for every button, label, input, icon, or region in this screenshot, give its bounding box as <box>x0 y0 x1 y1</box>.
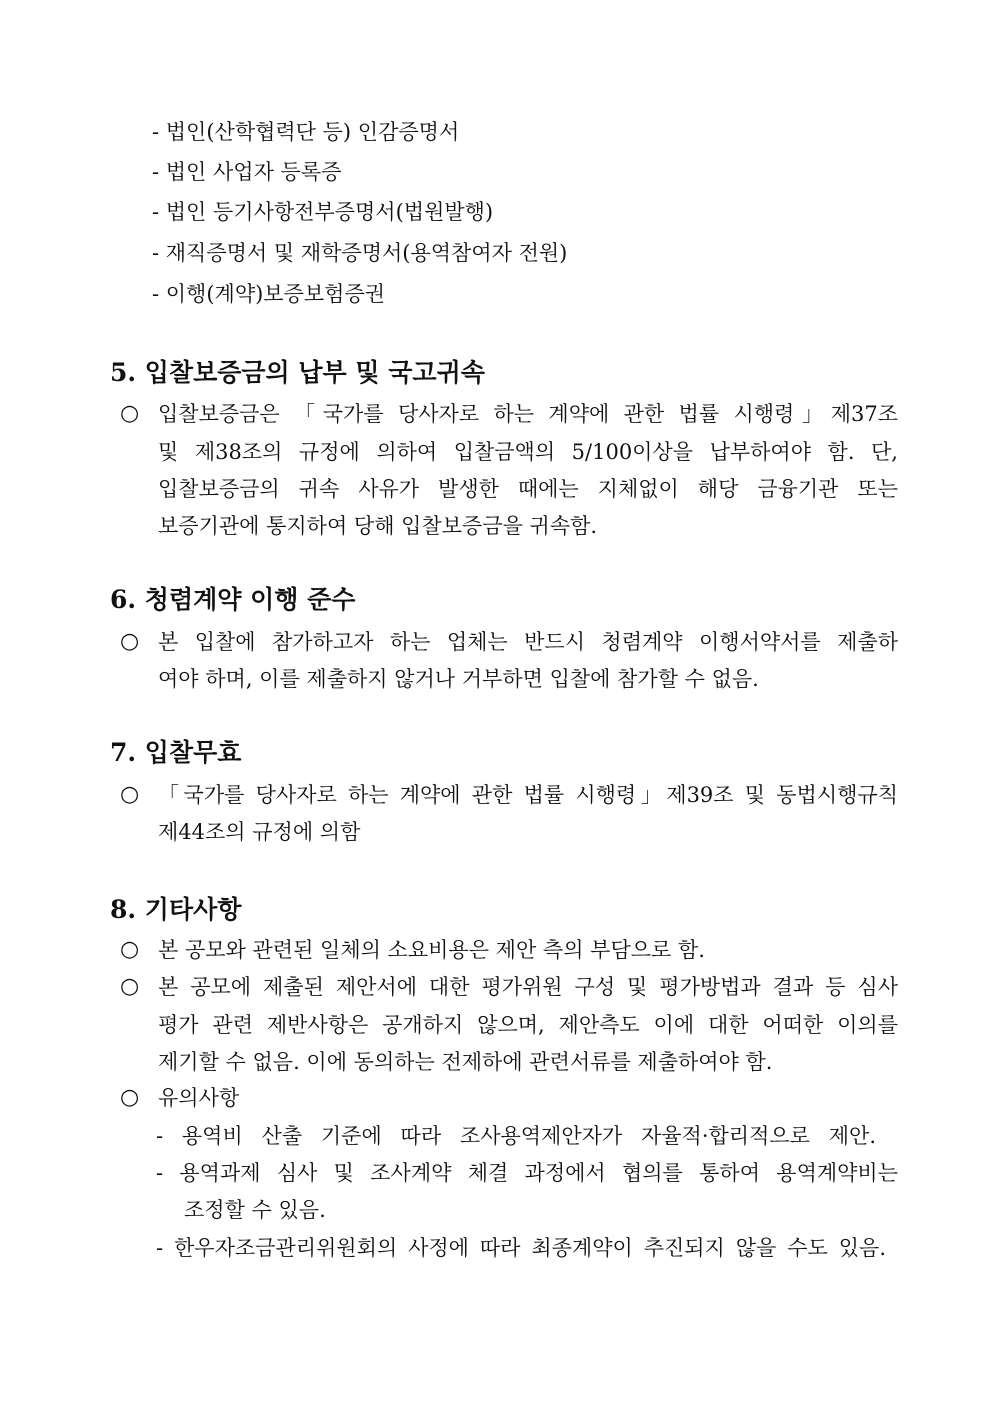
paragraph-line: 본 입찰에 참가하고자 하는 업체는 반드시 청렴계약 이행서약서를 제출하 <box>158 630 898 654</box>
paragraph-line: 입찰보증금의 귀속 사유가 발생한 때에는 지체없이 해당 금융기관 또는 <box>158 477 898 501</box>
paragraph-line: 본 공모와 관련된 일체의 소요비용은 제안 측의 부담으로 함. <box>158 938 705 962</box>
list-item: - 용역과제 심사 및 조사계약 체결 과정에서 협의를 통하여 용역계약비는 <box>156 1161 898 1185</box>
circle-bullet-icon: ○ <box>120 629 140 654</box>
circle-bullet-icon: ○ <box>120 401 140 426</box>
list-item: - 한우자조금관리위원회의 사정에 따라 최종계약이 추진되지 않을 수도 있음. <box>156 1236 886 1260</box>
list-item: - 이행(계약)보증보험증권 <box>152 282 386 306</box>
circle-bullet-icon: ○ <box>120 974 140 999</box>
paragraph-line: 입찰보증금은 「국가를 당사자로 하는 계약에 관한 법률 시행령」제37조 <box>158 402 898 426</box>
paragraph-line: 제기할 수 없음. 이에 동의하는 전제하에 관련서류를 제출하여야 함. <box>158 1050 773 1074</box>
list-item: - 재직증명서 및 재학증명서(용역참여자 전원) <box>152 241 568 265</box>
paragraph-line: 제44조의 규정에 의함 <box>158 820 361 844</box>
list-item: - 법인 등기사항전부증명서(법원발행) <box>152 200 494 224</box>
circle-bullet-icon: ○ <box>120 782 140 807</box>
section-heading-6: 6. 청렴계약 이행 준수 <box>110 585 356 614</box>
section-heading-8: 8. 기타사항 <box>110 895 242 924</box>
section-heading-7: 7. 입찰무효 <box>110 738 242 767</box>
list-item: - 용역비 산출 기준에 따라 조사용역제안자가 자율적·합리적으로 제안. <box>156 1124 876 1148</box>
paragraph-line: 보증기관에 통지하여 당해 입찰보증금을 귀속함. <box>158 514 598 538</box>
circle-bullet-icon: ○ <box>120 1085 140 1110</box>
list-item: - 법인 사업자 등록증 <box>152 160 342 184</box>
paragraph-line: 여야 하며, 이를 제출하지 않거나 거부하면 입찰에 참가할 수 없음. <box>158 667 759 691</box>
paragraph-line: 및 제38조의 규정에 의하여 입찰금액의 5/100이상을 납부하여야 함. 단, <box>158 440 898 464</box>
paragraph-line: 본 공모에 제출된 제안서에 대한 평가위원 구성 및 평가방법과 결과 등 심사 <box>158 975 898 999</box>
paragraph-line: 「국가를 당사자로 하는 계약에 관한 법률 시행령」제39조 및 동법시행규칙 <box>158 783 898 807</box>
list-item: 조정할 수 있음. <box>184 1198 326 1222</box>
list-item: - 법인(산학협력단 등) 인감증명서 <box>152 120 460 144</box>
paragraph-line: 유의사항 <box>158 1086 240 1110</box>
circle-bullet-icon: ○ <box>120 937 140 962</box>
section-heading-5: 5. 입찰보증금의 납부 및 국고귀속 <box>110 358 485 387</box>
paragraph-line: 평가 관련 제반사항은 공개하지 않으며, 제안측도 이에 대한 어떠한 이의를 <box>158 1013 898 1037</box>
